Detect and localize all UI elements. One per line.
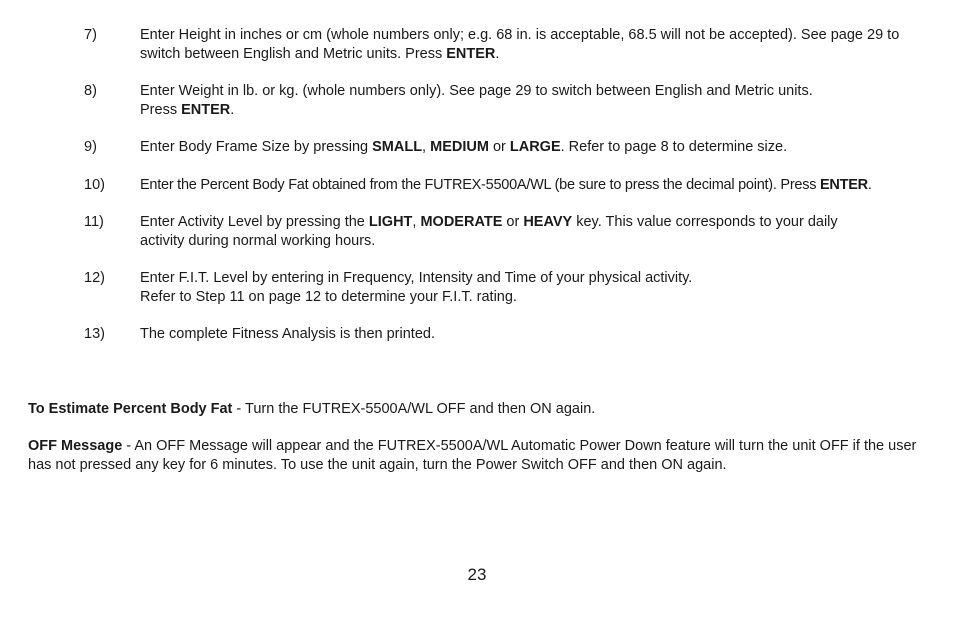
bold-text: OFF Message [28,438,123,454]
text-run: or [488,139,510,155]
estimate-body-fat-paragraph [28,400,928,419]
bold-text: MEDIUM [430,139,489,155]
step-text [140,138,930,157]
step-number: 13) [84,326,105,342]
bold-text: LIGHT [368,214,413,230]
text-run: Enter Activity Level by pressing the [140,214,369,230]
text-run: Enter Weight in lb. or kg. (whole numbers only). See page 29 to switch between English and Metric units. [140,83,813,99]
step-text [140,82,930,120]
bold-text: LARGE [509,139,561,155]
bold-text: ENTER [820,177,868,193]
page-number: 23 [467,565,487,584]
bold-text: To Estimate Percent Body Fat [28,401,233,417]
bold-text: ENTER [181,102,231,118]
text-run: or [502,214,524,230]
text-run: Enter the Percent Body Fat obtained from the FUTREX-5500A/WL (be sure to press the decimal point). Press [140,177,821,193]
text-run: key. This value corresponds to your daily activity during normal working hours. [140,214,838,249]
step-number: 12) [84,270,105,286]
step-number: 11) [84,214,104,230]
off-message-paragraph [28,437,928,475]
text-run: . [867,177,872,193]
text-run: . Refer to page 8 to determine size. [560,139,788,155]
step-number: 9) [84,139,97,155]
step-text [140,213,885,251]
text-run: Enter F.I.T. Level by entering in Frequency, Intensity and Time of your physical activity. [140,270,693,286]
text-run: , [412,214,421,230]
text-run: Press [140,102,182,118]
bold-text: ENTER [446,46,496,62]
text-run: Enter Body Frame Size by pressing [140,139,373,155]
step-number: 10) [84,177,105,193]
text-run: The complete Fitness Analysis is then printed. [140,326,435,342]
step-text [140,26,930,64]
bold-text: MODERATE [420,214,503,230]
text-run: . [495,46,500,62]
text-run: - Turn the FUTREX-5500A/WL OFF and then ON again. [232,401,596,417]
bold-text: HEAVY [523,214,573,230]
text-run: , [422,139,431,155]
step-number: 7) [84,27,97,43]
text-run: - An OFF Message will appear and the FUTREX-5500A/WL Automatic Power Down feature will turn the unit OFF if the user has not pressed any key for 6 minutes. To use the unit again, turn the Power Switch OFF and then ON again. [28,438,917,473]
bold-text: SMALL [372,139,423,155]
step-text [140,176,930,195]
text-run: . [230,102,235,118]
text-run: Refer to Step 11 on page 12 to determine your F.I.T. rating. [140,289,517,305]
step-text [140,269,930,307]
step-number: 8) [84,83,97,99]
text-run: Enter Height in inches or cm (whole numbers only; e.g. 68 in. is acceptable, 68.5 will not be accepted). See page 29 to switch between English and Metric units. Press [140,27,900,62]
step-text [140,325,930,344]
